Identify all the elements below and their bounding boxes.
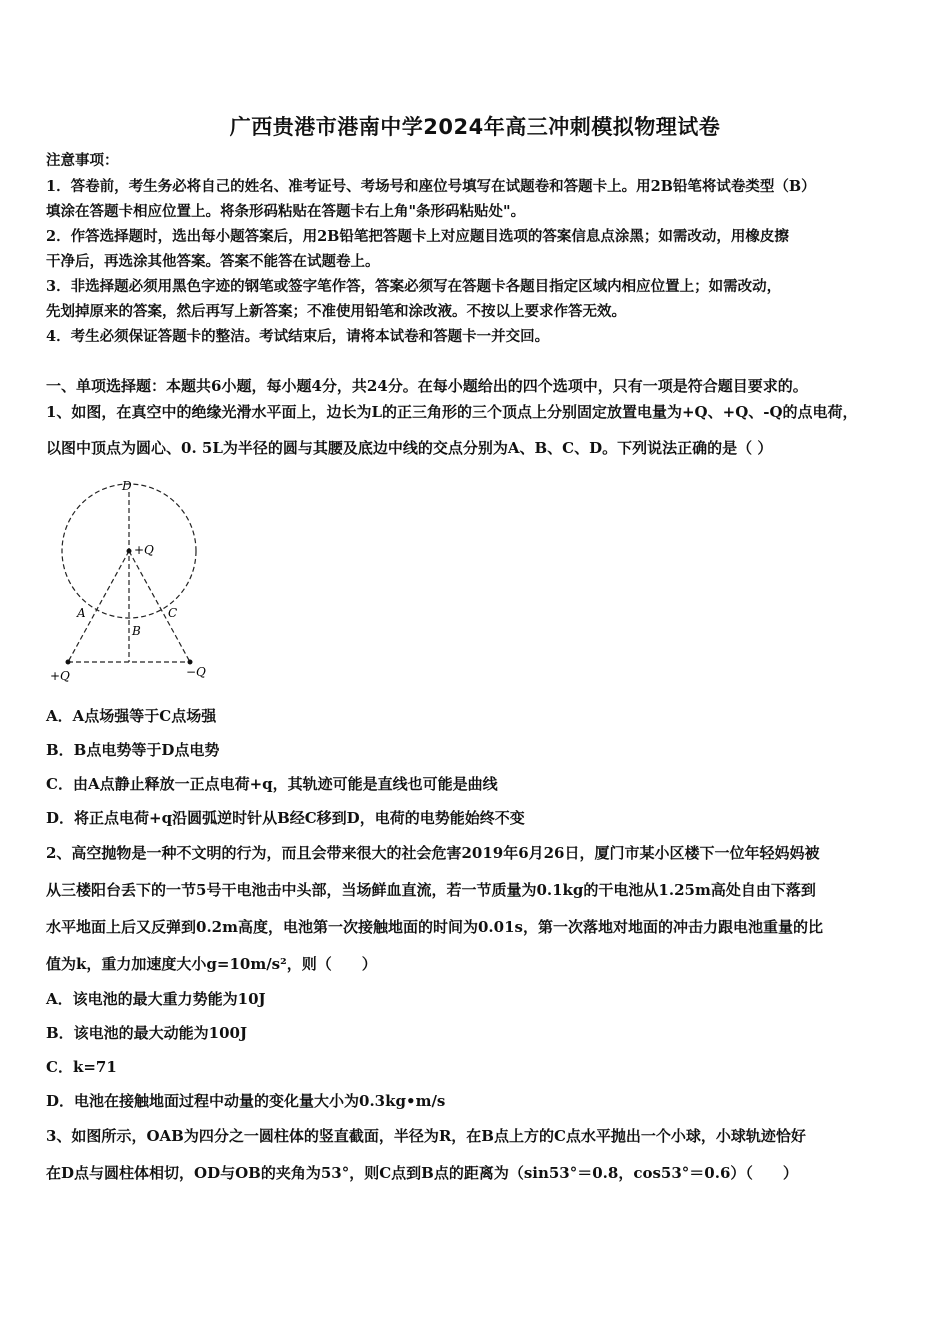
label-left-charge: +Q — [50, 669, 70, 683]
notice-line: 1．答卷前，考生务必将自己的姓名、准考证号、考场号和座位号填写在试题卷和答题卡上。用2B铅笔将试卷类型（B） — [46, 178, 816, 195]
q3-stem-line: 在D点与圆柱体相切，OD与OB的夹角为53°，则C点到B点的距离为（sin53°＝0.8，cos53°＝0.6）（ ） — [46, 1164, 798, 1182]
notice-line: 干净后，再选涂其他答案。答案不能答在试题卷上。 — [46, 253, 380, 270]
q1-option-a: A．A点场强等于C点场强 — [46, 707, 217, 725]
q3-stem-line: 3、如图所示，OAB为四分之一圆柱体的竖直截面，半径为R，在B点上方的C点水平抛出一个小球，小球轨迹恰好 — [46, 1127, 806, 1145]
page-title: 广西贵港市港南中学2024年高三冲刺模拟物理试卷 — [229, 115, 721, 139]
notice-line: 先划掉原来的答案，然后再写上新答案；不准使用铅笔和涂改液。不按以上要求作答无效。 — [46, 303, 626, 320]
label-d: D — [122, 479, 132, 493]
q2-option-c: C．k=71 — [46, 1058, 117, 1076]
notice-line: 3．非选择题必须用黑色字迹的钢笔或签字笔作答，答案必须写在答题卡各题目指定区域内相应位置上；如需改动， — [46, 278, 782, 295]
label-a: A — [77, 606, 86, 620]
section-heading: 一、单项选择题：本题共6小题，每小题4分，共24分。在每小题给出的四个选项中，只有一项是符合题目要求的。 — [46, 377, 808, 395]
q1-stem-line: 以图中顶点为圆心、0. 5L为半径的圆与其腰及底边中线的交点分别为A、B、C、D。下列说法正确的是（ ） — [46, 439, 773, 457]
label-b: B — [132, 624, 141, 638]
q2-stem-line: 2、高空抛物是一种不文明的行为，而且会带来很大的社会危害2019年6月26日，厦门市某小区楼下一位年轻妈妈被 — [46, 844, 820, 862]
label-top-charge: +Q — [134, 543, 154, 557]
q2-stem-line: 从三楼阳台丢下的一节5号干电池击中头部，当场鲜血直流，若一节质量为0.1kg的干电池从1.25m高处自由下落到 — [46, 881, 816, 899]
q2-stem-line: 水平地面上后又反弹到0.2m高度，电池第一次接触地面的时间为0.01s，第一次落地对地面的冲击力跟电池重量的比 — [46, 918, 823, 936]
q1-option-d: D．将正点电荷+q沿圆弧逆时针从B经C移到D，电荷的电势能始终不变 — [46, 809, 525, 827]
notice-line: 2．作答选择题时，选出每小题答案后，用2B铅笔把答题卡上对应题目选项的答案信息点涂黑；如需改动，用橡皮擦 — [46, 228, 789, 245]
q1-stem-line: 1、如图，在真空中的绝缘光滑水平面上，边长为L的正三角形的三个顶点上分别固定放置电量为+Q、+Q、-Q的点电荷， — [46, 403, 858, 421]
q2-option-b: B．该电池的最大动能为100J — [46, 1024, 248, 1042]
notice-line: 填涂在答题卡相应位置上。将条形码粘贴在答题卡右上角"条形码粘贴处"。 — [46, 203, 526, 220]
q2-option-d: D．电池在接触地面过程中动量的变化量大小为0.3kg•m/s — [46, 1092, 446, 1110]
q1-option-c: C．由A点静止释放一正点电荷+q，其轨迹可能是直线也可能是曲线 — [46, 775, 498, 793]
q1-triangle-circle-figure — [44, 478, 224, 688]
notice-heading: 注意事项： — [46, 152, 119, 169]
q1-option-b: B．B点电势等于D点电势 — [46, 741, 220, 759]
q2-option-a: A．该电池的最大重力势能为10J — [46, 990, 266, 1008]
label-right-charge: −Q — [186, 665, 206, 679]
notice-line: 4．考生必须保证答题卡的整洁。考试结束后，请将本试卷和答题卡一并交回。 — [46, 328, 550, 345]
q2-stem-line: 值为k，重力加速度大小g=10m/s²，则（ ） — [46, 955, 377, 973]
label-c: C — [168, 606, 178, 620]
